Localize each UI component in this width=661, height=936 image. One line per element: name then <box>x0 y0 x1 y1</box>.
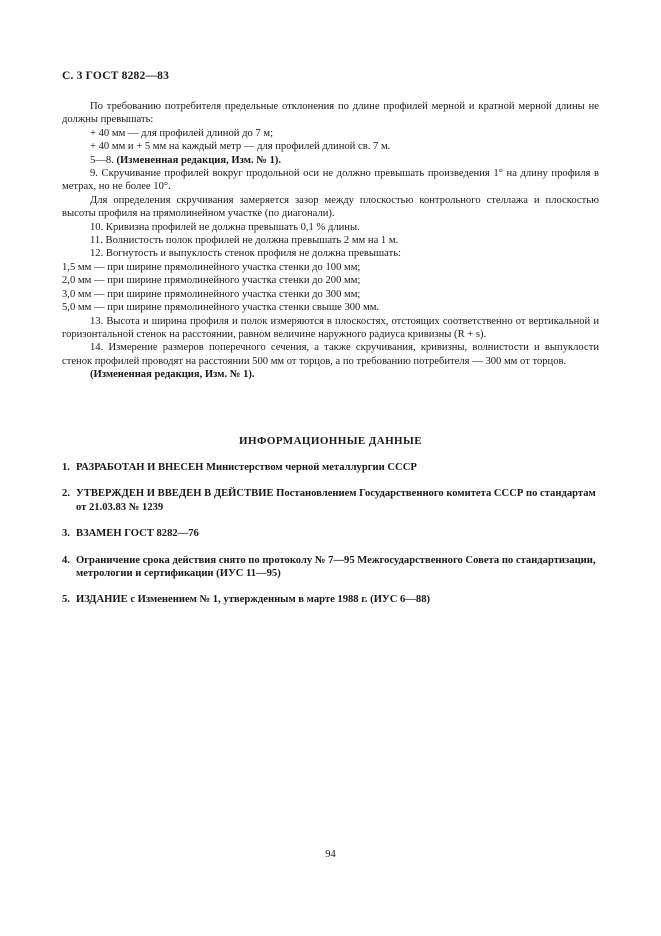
main-text <box>62 100 599 382</box>
info-list <box>62 461 599 620</box>
info-item-number: 2. <box>62 488 70 500</box>
paragraph-14: 14. Измерение размеров поперечного сечения, а также скручивания, кривизны, волнистости и выпуклости стенок профилей проводят на расстоянии 500 мм от торцов, а по требованию потребителя — 300 мм от торцов. <box>62 342 599 367</box>
amendment-note: (Измененная редакция, Изм. № 1). <box>116 154 282 166</box>
info-item-number: 4. <box>62 554 70 566</box>
tolerance-line-1: + 40 мм — для профилей длиной до 7 м; <box>90 127 274 139</box>
paragraph-13: 13. Высота и ширина профиля и полок измеряются в плоскостях, отстоящих соответственно от вертикальной и горизонтальной стенок на расстоянии, равном величине наружного радиуса кривизны (R + s). <box>62 315 599 340</box>
info-item-text: ВЗАМЕН ГОСТ 8282—76 <box>76 528 199 540</box>
tolerance-line-2: + 40 мм и + 5 мм на каждый метр — для профилей длиной св. 7 м. <box>90 141 391 153</box>
paragraph-10: 10. Кривизна профилей не должна превышать 0,1 % длины. <box>90 221 360 233</box>
info-item <box>62 487 599 514</box>
info-item-text: УТВЕРЖДЕН И ВВЕДЕН В ДЕЙСТВИЕ Постановлением Государственного комитета СССР по стандартам от 21.03.83 № 1239 <box>76 488 596 513</box>
info-section-title: ИНФОРМАЦИОННЫЕ ДАННЫЕ <box>239 435 422 447</box>
info-item <box>62 554 599 581</box>
paragraph-5-8 <box>62 154 599 167</box>
info-item-text: Ограничение срока действия снято по протоколу № 7—95 Межгосударственного Совета по стандартизации, метрологии и сертификации (ИУС 11—95) <box>76 554 596 580</box>
info-item <box>62 461 599 474</box>
concavity-line-1: 1,5 мм — при ширине прямолинейного участка стенки до 100 мм; <box>62 261 361 273</box>
paragraph-length-tolerance: По требованию потребителя предельные отклонения по длине профилей мерной и кратной мерной длины не должны превышать: <box>62 101 599 126</box>
amendment-note-2: (Измененная редакция, Изм. № 1). <box>90 369 255 381</box>
info-item <box>62 593 599 606</box>
page-header: С. 3 ГОСТ 8282—83 <box>62 70 170 82</box>
paragraph-11: 11. Волнистость полок профилей не должна превышать 2 мм на 1 м. <box>90 235 399 247</box>
info-item-number: 1. <box>62 462 70 473</box>
paragraph-twist-measure: Для определения скручивания замеряется зазор между плоскостью контрольного стеллажа и плоскостью высоты профиля на прямолинейном участке (по диагонали). <box>62 194 599 220</box>
concavity-line-4: 5,0 мм — при ширине прямолинейного участка стенки свыше 300 мм. <box>62 302 380 314</box>
info-item-number: 5. <box>62 594 70 606</box>
paragraph-12: 12. Вогнутость и выпуклость стенок профиля не должна превышать: <box>90 248 402 260</box>
info-item <box>62 527 599 540</box>
clause-number: 5—8. <box>90 154 114 166</box>
info-item-number: 3. <box>62 528 70 540</box>
info-item-text: ИЗДАНИЕ с Изменением № 1, утвержденным в марте 1988 г. (ИУС 6—88) <box>76 594 431 606</box>
info-item-text: РАЗРАБОТАН И ВНЕСЕН Министерством черной металлургии СССР <box>76 462 417 473</box>
paragraph-9: 9. Скручивание профилей вокруг продольной оси не должно превышать произведения 1° на длину профиля в метрах, но не более 10°. <box>62 168 599 193</box>
page-number: 94 <box>325 849 336 860</box>
concavity-line-3: 3,0 мм — при ширине прямолинейного участка стенки до 300 мм; <box>62 288 361 300</box>
concavity-line-2: 2,0 мм — при ширине прямолинейного участка стенки до 200 мм; <box>62 275 361 287</box>
